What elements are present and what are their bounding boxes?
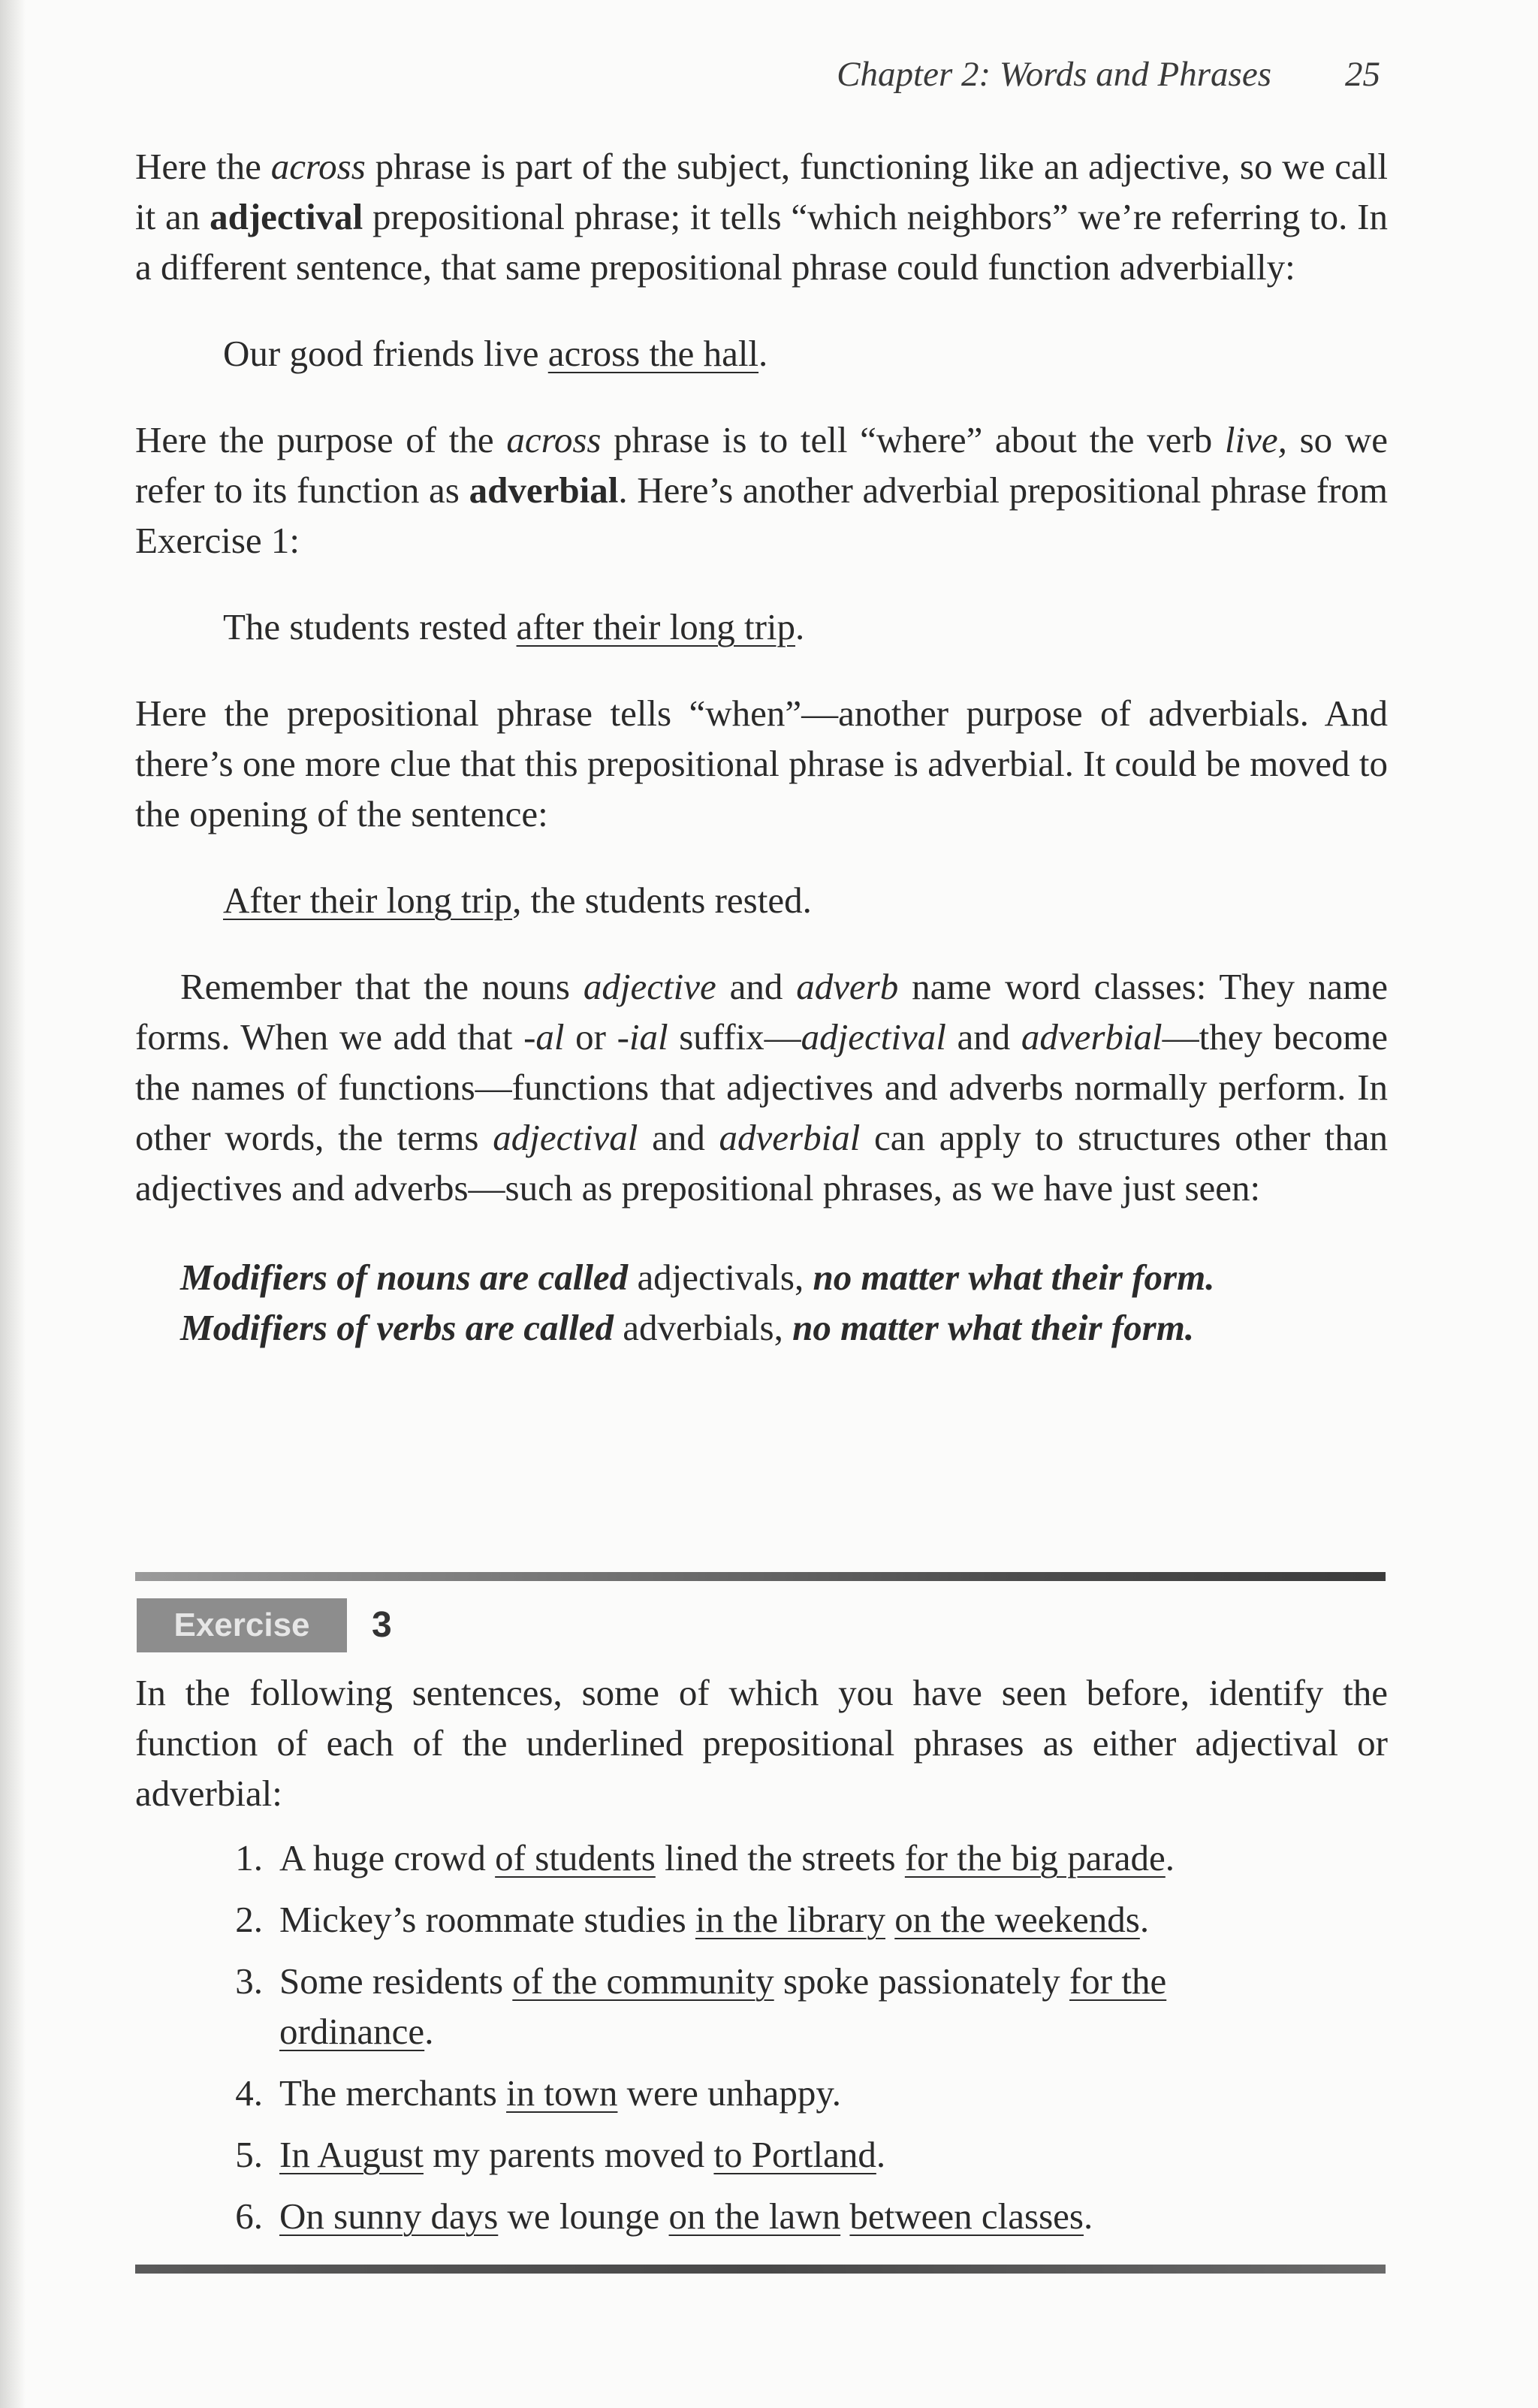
- paragraph-4: [135, 961, 1388, 1213]
- underlined-phrase: in the library: [695, 1899, 885, 1940]
- text-run: no matter what their form.: [813, 1257, 1215, 1298]
- example-sentence-1: [135, 328, 1388, 379]
- underlined-phrase: of students: [495, 1837, 656, 1878]
- italic-term: adjective: [583, 966, 716, 1007]
- item-number: 3.: [235, 1960, 263, 2002]
- underlined-phrase: for the big parade: [904, 1837, 1166, 1878]
- exercise-list: [135, 1833, 1388, 2253]
- text-run: prepositional phrase; it tells “which neighbors” we’re referring to. In a different sentence, that same prepositional phrase could function adverbially:: [135, 196, 1388, 288]
- text-run: name word classes: They name forms. When we add that: [135, 966, 1388, 1058]
- text-run: spoke passionately: [774, 1960, 1069, 2002]
- item-sentence: [279, 2191, 1278, 2241]
- item-sentence: [279, 1833, 1278, 1883]
- text-run: .: [1083, 2195, 1093, 2237]
- text-run: .: [424, 2011, 434, 2052]
- text-run: lined the streets: [655, 1837, 905, 1878]
- italic-term: adjectival: [493, 1117, 638, 1158]
- text-run: adverbials,: [614, 1307, 793, 1348]
- item-sentence: [279, 2129, 1278, 2180]
- list-item: [135, 2068, 1388, 2118]
- text-run: —they become the names of functions—functions that adjectives and adverbs normally perform. In other words, the terms: [135, 1016, 1388, 1158]
- rule-adverbials: [135, 1302, 1388, 1353]
- text-run: and: [945, 1016, 1021, 1058]
- underlined-phrase: of the community: [512, 1960, 774, 2002]
- example-sentence-2: [135, 602, 1388, 652]
- italic-term: across: [270, 146, 366, 187]
- underlined-phrase: On sunny days: [279, 2195, 499, 2237]
- exercise-top-rule: [135, 1572, 1386, 1581]
- exercise-number: 3: [372, 1605, 392, 1645]
- list-item: [135, 1956, 1388, 2056]
- text-run: .: [795, 606, 805, 647]
- list-item: [135, 1894, 1388, 1945]
- italic-term: live,: [1224, 419, 1287, 460]
- text-run: and: [716, 966, 797, 1007]
- text-run: or: [564, 1016, 617, 1058]
- exercise-instructions: In the following sentences, some of which you have seen before, identify the function of each of the underlined prepositional phrases as either adjectival or adverbial:: [135, 1672, 1388, 1814]
- text-run: Modifiers of nouns are called: [180, 1257, 629, 1298]
- italic-term: adverbial: [719, 1117, 861, 1158]
- underlined-phrase: between classes: [849, 2195, 1084, 2237]
- text-run: were unhappy.: [617, 2072, 841, 2114]
- text-run: [840, 2195, 849, 2237]
- paragraph-1: [135, 141, 1388, 292]
- bold-term: adverbial: [469, 469, 619, 511]
- text-run: .: [758, 333, 768, 374]
- text-run: Some residents: [279, 1960, 513, 2002]
- underlined-phrase: across the hall: [547, 333, 759, 374]
- text-run: so we refer to its function as: [135, 419, 1388, 511]
- item-number: 5.: [235, 2134, 263, 2175]
- text-run: Our good friends live: [223, 333, 548, 374]
- bold-term: adjectival: [210, 196, 363, 237]
- underlined-phrase: on the lawn: [668, 2195, 841, 2237]
- text-run: no matter what their form.: [792, 1307, 1195, 1348]
- example-sentence-3: [135, 875, 1388, 925]
- italic-term: adverbial: [1021, 1016, 1163, 1058]
- rule-adjectivals: [135, 1252, 1388, 1302]
- underlined-phrase: after their long trip: [516, 606, 795, 647]
- italic-term: adverb: [796, 966, 899, 1007]
- text-run: Modifiers of verbs are called: [180, 1307, 614, 1348]
- item-number: 4.: [235, 2072, 263, 2114]
- text-run: .: [1165, 1837, 1175, 1878]
- underlined-phrase: to Portland: [713, 2134, 876, 2175]
- page-number: 25: [1345, 55, 1380, 94]
- list-item: [135, 2191, 1388, 2241]
- item-sentence: [279, 2068, 1278, 2118]
- list-item: [135, 2129, 1388, 2180]
- paragraph-2: [135, 415, 1388, 566]
- text-run: The merchants: [279, 2072, 507, 2114]
- chapter-title: Chapter 2: Words and Phrases: [837, 55, 1271, 94]
- text-run: phrase is part of the subject, functioning like an adjective, so we call it an: [135, 146, 1388, 237]
- text-run: adjectivals,: [628, 1257, 813, 1298]
- underlined-phrase: for the ordinance: [279, 1960, 1167, 2052]
- underlined-phrase: on the weekends: [894, 1899, 1140, 1940]
- paragraph-3: Here the prepositional phrase tells “when”—another purpose of adverbials. And there’s one more clue that this prepositional phrase is adverbial. It could be moved to the opening of the sentence:: [135, 693, 1388, 834]
- text-run: Here the: [135, 146, 271, 187]
- text-run: can apply to structures other than adjectives and adverbs—such as prepositional phrases, as we have just seen:: [135, 1117, 1389, 1209]
- text-run: Here the purpose of the: [135, 419, 507, 460]
- text-run: and: [638, 1117, 719, 1158]
- text-run: Remember that the nouns: [180, 966, 584, 1007]
- body-text: [135, 141, 1388, 1353]
- text-run: Mickey’s roommate studies: [279, 1899, 695, 1940]
- italic-term: adjectival: [801, 1016, 946, 1058]
- italic-term: -ial: [617, 1016, 668, 1058]
- running-header: [837, 54, 1380, 95]
- text-run: phrase is to tell “where” about the verb: [601, 419, 1225, 460]
- underlined-phrase: In August: [279, 2134, 424, 2175]
- item-number: 2.: [235, 1899, 263, 1940]
- text-run: my parents moved: [423, 2134, 714, 2175]
- item-number: 6.: [235, 2195, 263, 2237]
- text-run: .: [876, 2134, 886, 2175]
- text-run: .: [1139, 1899, 1150, 1940]
- italic-term: -al: [523, 1016, 565, 1058]
- item-number: 1.: [235, 1837, 263, 1878]
- text-run: A huge crowd: [279, 1837, 496, 1878]
- text-run: . Here’s another adverbial prepositional phrase from Exercise 1:: [135, 469, 1388, 561]
- underlined-phrase: in town: [506, 2072, 618, 2114]
- text-run: suffix—: [668, 1016, 801, 1058]
- text-run: [885, 1899, 894, 1940]
- text-run: The students rested: [223, 606, 517, 647]
- page-spine-shadow: [0, 0, 26, 2408]
- underlined-phrase: After their long trip: [223, 880, 513, 921]
- text-run: , the students rested.: [512, 880, 812, 921]
- rule-statements: [135, 1252, 1388, 1353]
- item-sentence: [279, 1894, 1278, 1945]
- text-run: we lounge: [498, 2195, 669, 2237]
- exercise-label: Exercise: [137, 1598, 347, 1652]
- exercise-bottom-rule: [135, 2265, 1386, 2274]
- item-sentence: [279, 1956, 1278, 2056]
- list-item: [135, 1833, 1388, 1883]
- italic-term: across: [506, 419, 602, 460]
